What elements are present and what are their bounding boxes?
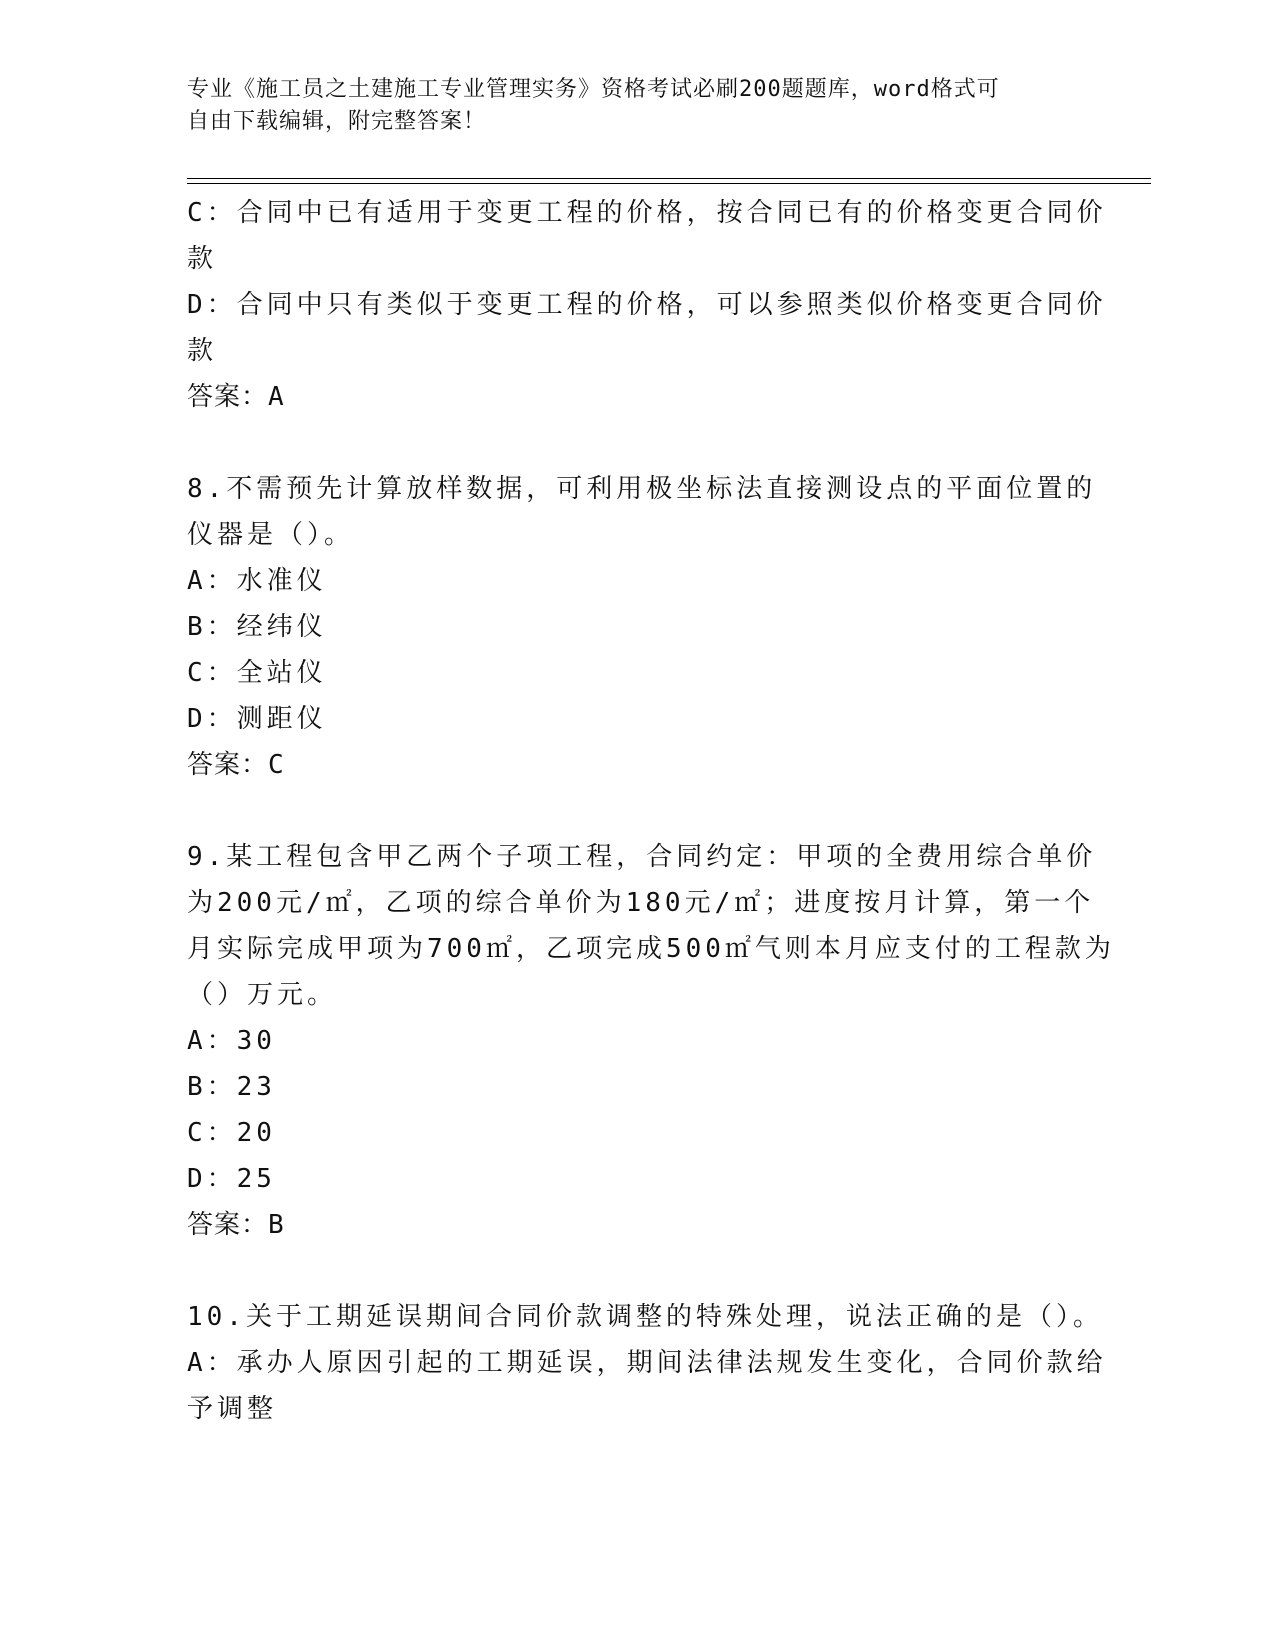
question-gap bbox=[187, 420, 1077, 466]
q9-stem-line-1: 9.某工程包含甲乙两个子项工程，合同约定：甲项的全费用综合单价 bbox=[187, 842, 1097, 872]
q9-option-d: D：25 bbox=[187, 1164, 276, 1194]
q7-option-c-line-2: 款 bbox=[187, 244, 218, 274]
q7-option-d-line-1: D：合同中只有类似于变更工程的价格，可以参照类似价格变更合同价 bbox=[187, 290, 1107, 320]
q9-option-c: C：20 bbox=[187, 1118, 276, 1148]
q10-stem-line-1: 10.关于工期延误期间合同价款调整的特殊处理，说法正确的是（）。 bbox=[187, 1302, 1103, 1332]
q8-option-c: C：全站仪 bbox=[187, 658, 327, 688]
q9-stem-line-2: 为200元/㎡，乙项的综合单价为180元/㎡；进度按月计算，第一个 bbox=[187, 888, 1095, 918]
question-gap bbox=[187, 1248, 1077, 1294]
header-divider-bottom bbox=[187, 183, 1151, 184]
header-divider-top bbox=[187, 178, 1151, 179]
q9-option-a: A：30 bbox=[187, 1026, 276, 1056]
q7-answer: 答案：A bbox=[187, 382, 285, 412]
question-9 bbox=[187, 834, 1115, 1248]
question-body bbox=[187, 190, 1115, 1432]
document-header bbox=[187, 74, 1067, 138]
q10-option-a-line-2: 予调整 bbox=[187, 1394, 278, 1424]
q7-option-d-line-2: 款 bbox=[187, 336, 218, 366]
question-7 bbox=[187, 190, 1107, 420]
q8-stem-line-2: 仪器是（）。 bbox=[187, 520, 355, 550]
q8-stem-line-1: 8.不需预先计算放样数据，可利用极坐标法直接测设点的平面位置的 bbox=[187, 474, 1097, 504]
q9-stem-line-3: 月实际完成甲项为700㎡，乙项完成500㎡气则本月应支付的工程款为 bbox=[187, 934, 1115, 964]
q8-option-b: B：经纬仪 bbox=[187, 612, 327, 642]
q7-option-c-line-1: C：合同中已有适用于变更工程的价格，按合同已有的价格变更合同价 bbox=[187, 198, 1107, 228]
q8-option-a: A：水准仪 bbox=[187, 566, 327, 596]
q10-option-a-line-1: A：承办人原因引起的工期延误，期间法律法规发生变化，合同价款给 bbox=[187, 1348, 1107, 1378]
q8-option-d: D：测距仪 bbox=[187, 704, 327, 734]
q8-answer: 答案：C bbox=[187, 750, 285, 780]
q9-answer: 答案：B bbox=[187, 1210, 285, 1240]
header-title-line-2: 自由下载编辑，附完整答案！ bbox=[187, 109, 487, 134]
question-8 bbox=[187, 466, 1097, 788]
question-10 bbox=[187, 1294, 1107, 1432]
header-title-line-1: 专业《施工员之土建施工专业管理实务》资格考试必刷200题题库，word格式可 bbox=[187, 77, 1000, 102]
q9-option-b: B：23 bbox=[187, 1072, 276, 1102]
q9-stem-line-4: （）万元。 bbox=[187, 980, 338, 1010]
question-gap bbox=[187, 788, 1077, 834]
